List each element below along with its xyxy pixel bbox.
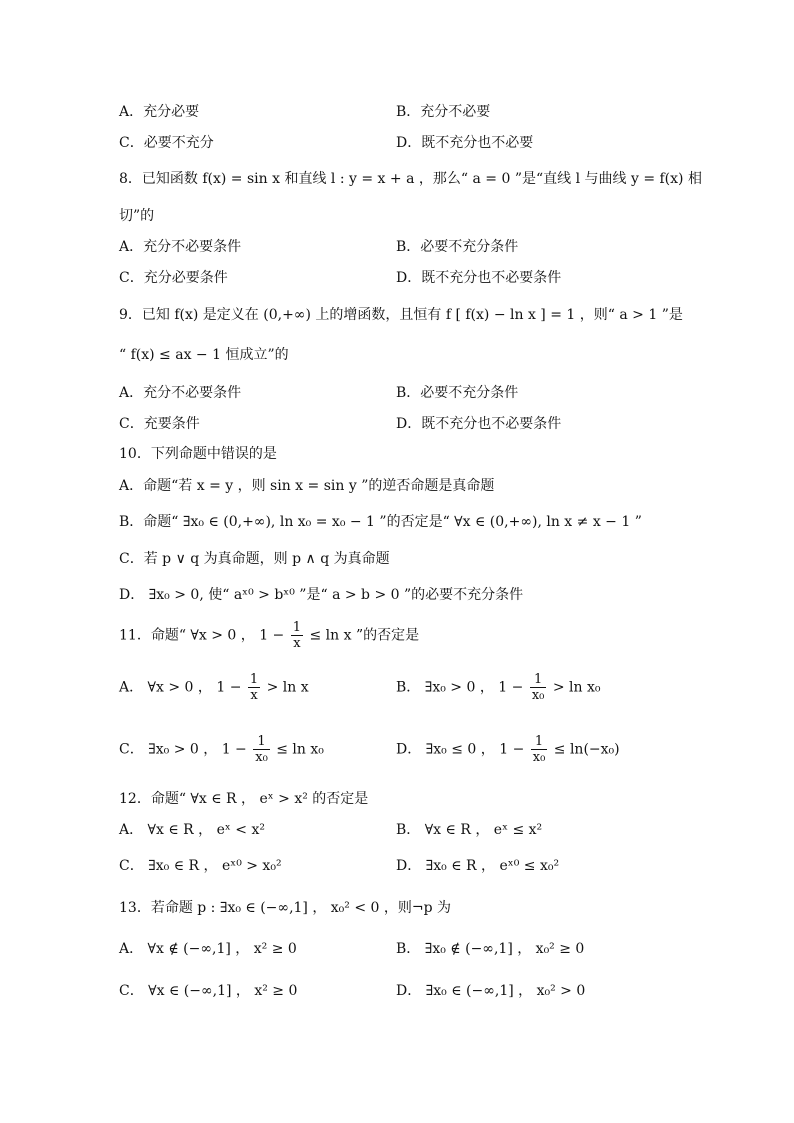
q7-option-d: D．既不充分也不必要 <box>396 135 534 151</box>
q11-option-d-post: ≤ ln(−x₀) <box>553 741 620 758</box>
q7-option-b: B．充分不必要 <box>396 104 491 120</box>
q9-stem-line1: 9．已知 f(x) 是定义在 (0,+∞) 上的增函数，且恒有 f [ f(x) − ln x ] = 1 ，则“ a > 1 ”是 <box>119 307 683 323</box>
q12-stem: 12．命题“ ∀x ∈ R ， eˣ > x² 的否定是 <box>119 791 369 807</box>
q8-stem-line1: 8．已知函数 f(x) = sin x 和直线 l : y = x + a ，那么“ a = 0 ”是“直线 l 与曲线 y = f(x) 相 <box>119 171 702 187</box>
q11-option-a-pre: A． ∀x > 0 ， 1 − <box>119 679 242 696</box>
q11-option-d <box>396 734 620 765</box>
q10-option-b: B．命题“ ∃x₀ ∈ (0,+∞), ln x₀ = x₀ − 1 ”的否定是“ ∀x ∈ (0,+∞), ln x ≠ x − 1 ” <box>119 514 642 530</box>
q9-option-c: C．充要条件 <box>119 416 200 432</box>
q11-option-c-post: ≤ ln x₀ <box>276 741 324 758</box>
fraction-denominator: x₀ <box>531 688 545 703</box>
q7-option-a: A．充分必要 <box>119 104 200 120</box>
q10-option-a: A．命题“若 x = y ，则 sin x = sin y ”的逆否命题是真命题 <box>119 478 495 494</box>
q8-stem-line2: 切”的 <box>119 208 155 224</box>
q11-option-b-post: > ln x₀ <box>552 679 601 696</box>
q11-stem-post: ≤ ln x ”的否定是 <box>309 627 420 644</box>
q11-option-a-fraction <box>248 672 260 703</box>
q10-option-c: C．若 p ∨ q 为真命题，则 p ∧ q 为真命题 <box>119 551 390 567</box>
q11-stem-pre: 11．命题“ ∀x > 0 ， 1 − <box>119 627 285 644</box>
q11-option-c-fraction <box>253 734 270 765</box>
q8-option-b: B．必要不充分条件 <box>396 239 519 255</box>
q11-option-c-pre: C． ∃x₀ > 0 ， 1 − <box>119 741 247 758</box>
q13-option-c: C． ∀x ∈ (−∞,1] ， x² ≥ 0 <box>119 983 298 999</box>
q13-option-a: A． ∀x ∉ (−∞,1] ， x² ≥ 0 <box>119 941 297 957</box>
q9-stem-line2: “ f(x) ≤ ax − 1 恒成立”的 <box>119 347 289 363</box>
q9-option-b: B．必要不充分条件 <box>396 385 519 401</box>
q8-option-c: C．充分必要条件 <box>119 270 228 286</box>
fraction-denominator: x₀ <box>532 750 546 765</box>
q10-stem: 10．下列命题中错误的是 <box>119 446 277 462</box>
q12-option-c: C． ∃x₀ ∈ R ， eˣ⁰ > x₀² <box>119 858 282 874</box>
q10-option-d: D． ∃x₀ > 0, 使“ aˣ⁰ > bˣ⁰ ”是“ a > b > 0 ”的必要不充分条件 <box>119 587 524 603</box>
fraction-numerator: 1 <box>292 620 302 635</box>
q12-option-a: A． ∀x ∈ R ， eˣ < x² <box>119 822 265 838</box>
q11-option-b-pre: B． ∃x₀ > 0 ， 1 − <box>396 679 524 696</box>
fraction-denominator: x₀ <box>255 750 268 765</box>
fraction-numerator: 1 <box>253 734 270 750</box>
q9-option-a: A．充分不必要条件 <box>119 385 242 401</box>
q11-stem-fraction <box>291 620 303 651</box>
q13-stem: 13．若命题 p : ∃x₀ ∈ (−∞,1] ， x₀² < 0 ，则¬p 为 <box>119 900 452 916</box>
q11-option-d-fraction <box>531 734 548 765</box>
q12-option-b: B． ∀x ∈ R ， eˣ ≤ x² <box>396 822 543 838</box>
fraction-numerator: 1 <box>249 672 259 687</box>
q12-option-d: D． ∃x₀ ∈ R ， eˣ⁰ ≤ x₀² <box>396 858 560 874</box>
q8-option-a: A．充分不必要条件 <box>119 239 242 255</box>
q11-option-a-post: > ln x <box>266 679 309 696</box>
q13-option-b: B． ∃x₀ ∉ (−∞,1] ， x₀² ≥ 0 <box>396 941 585 957</box>
q9-option-d: D．既不充分也不必要条件 <box>396 416 562 432</box>
fraction-numerator: 1 <box>530 672 547 688</box>
fraction-denominator: x <box>250 688 258 703</box>
fraction-numerator: 1 <box>531 734 548 750</box>
q11-option-b-fraction <box>530 672 547 703</box>
q8-option-d: D．既不充分也不必要条件 <box>396 270 562 286</box>
q11-option-a <box>119 672 309 703</box>
q11-option-d-pre: D． ∃x₀ ≤ 0 ， 1 − <box>396 741 525 758</box>
q13-option-d: D． ∃x₀ ∈ (−∞,1] ， x₀² > 0 <box>396 983 586 999</box>
fraction-denominator: x <box>293 636 301 651</box>
q11-stem <box>119 620 419 651</box>
q11-option-b <box>396 672 600 703</box>
q11-option-c <box>119 734 324 765</box>
q7-option-c: C．必要不充分 <box>119 135 214 151</box>
